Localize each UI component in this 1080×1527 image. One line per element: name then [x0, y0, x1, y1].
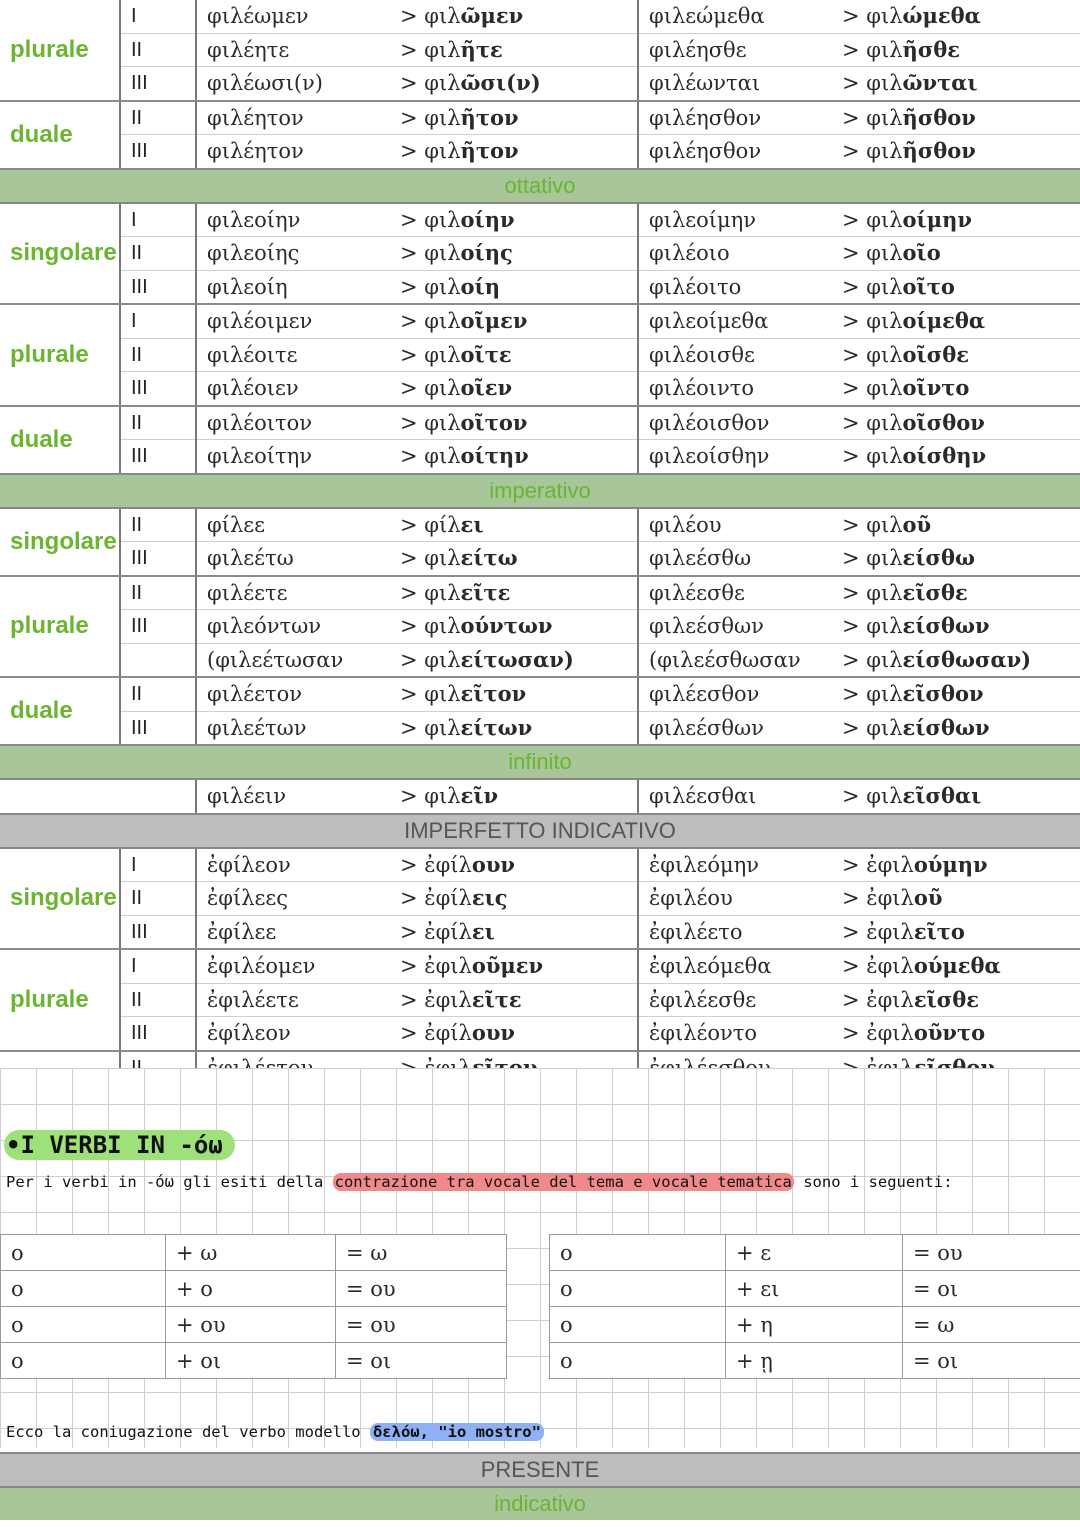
table-row: ο + ω = ω — [1, 1235, 507, 1271]
table-row — [0, 848, 1080, 882]
person-number: II — [120, 237, 196, 271]
highlighted-text: contrazione tra vocale del tema e vocale tematica — [334, 1173, 792, 1191]
uncontracted-form: ἐφιλέετε — [196, 983, 390, 1017]
uncontracted-form: φιλεώμεθα — [638, 0, 832, 33]
contracted-form: > φιλεῖσθε — [832, 576, 1080, 610]
uncontracted-form: (φιλεέτωσαν — [196, 643, 390, 677]
section-band-presente: PRESENTE — [0, 1452, 1080, 1486]
contracted-form: > φιλοῦ — [832, 508, 1080, 542]
contracted-form: > φιλείτω — [390, 542, 638, 576]
section-band-ottativo: ottativo — [0, 169, 1080, 203]
contracted-form: > φιλεῖν — [390, 779, 638, 814]
group-label: plurale — [0, 304, 120, 406]
person-number: I — [120, 304, 196, 338]
uncontracted-form: φιλεέτω — [196, 542, 390, 576]
contraction-table-right — [549, 1234, 1080, 1379]
uncontracted-form: φιλέωμεν — [196, 0, 390, 33]
table-row — [0, 203, 1080, 237]
uncontracted-form: φιλέεσθαι — [638, 779, 832, 814]
person-number: II — [120, 406, 196, 440]
person-number: II — [120, 983, 196, 1017]
uncontracted-form: φιλέεσθον — [638, 677, 832, 711]
contracted-form: > φιλῆτον — [390, 101, 638, 135]
uncontracted-form: φιλέωσι(ν) — [196, 67, 390, 101]
uncontracted-form: φιλέητε — [196, 33, 390, 67]
table-row — [0, 508, 1080, 542]
contracted-form: > φιλοῖτον — [390, 406, 638, 440]
uncontracted-form: ἐφιλέετο — [638, 915, 832, 949]
contracted-form: > ἐφίλουν — [390, 848, 638, 882]
uncontracted-form: ἐφιλεόμεθα — [638, 949, 832, 983]
uncontracted-form: φιλεοίσθην — [638, 440, 832, 474]
table-row — [0, 338, 1080, 372]
table-row — [0, 882, 1080, 916]
table-row — [0, 711, 1080, 745]
contracted-form: > φιλῶμεν — [390, 0, 638, 33]
contracted-form: > φιλοῖτε — [390, 338, 638, 372]
contracted-form: > φιλοίσθην — [832, 440, 1080, 474]
uncontracted-form: φιλέωνται — [638, 67, 832, 101]
person-number: II — [120, 882, 196, 916]
contracted-form: > φιλοίμην — [832, 203, 1080, 237]
uncontracted-form: φιλέησθε — [638, 33, 832, 67]
table-row — [0, 643, 1080, 677]
contracted-form: > φιλοῖεν — [390, 372, 638, 406]
person-number: II — [120, 101, 196, 135]
table-row — [0, 779, 1080, 814]
uncontracted-form: φιλέοιο — [638, 237, 832, 271]
contracted-form: > ἐφιλούμην — [832, 848, 1080, 882]
person-number: I — [120, 203, 196, 237]
uncontracted-form: φιλέετον — [196, 677, 390, 711]
uncontracted-form: φιλεοίτην — [196, 440, 390, 474]
uncontracted-form: φιλεέσθων — [638, 711, 832, 745]
group-label: plurale — [0, 576, 120, 678]
table-row: ο + η = ω — [550, 1307, 1080, 1343]
contracted-form: > φιλώμεθα — [832, 0, 1080, 33]
contracted-form: > φιλεῖσθον — [832, 677, 1080, 711]
model-verb-text: Ecco la coniugazione del verbo modello δελόω, "io mostro" — [6, 1423, 544, 1441]
contracted-form: > φιλείτωσαν) — [390, 643, 638, 677]
footer-bands — [0, 1452, 1080, 1520]
group-label: singolare — [0, 848, 120, 950]
table-row: ο + οι = οι — [1, 1343, 507, 1379]
uncontracted-form: φιλέοισθον — [638, 406, 832, 440]
person-number: III — [120, 372, 196, 406]
uncontracted-form: φιλεοίη — [196, 270, 390, 304]
intro-text: Per i verbi in -όω gli esiti della contrazione tra vocale del tema e vocale tematica sono i seguenti: — [6, 1173, 953, 1191]
contracted-form: > φιλούντων — [390, 610, 638, 644]
uncontracted-form: ἐφίλεον — [196, 1017, 390, 1051]
person-number: III — [120, 67, 196, 101]
contracted-form: > φιλῆσθε — [832, 33, 1080, 67]
section-band-imperfetto: IMPERFETTO INDICATIVO — [0, 814, 1080, 848]
uncontracted-form: (φιλεέσθωσαν — [638, 643, 832, 677]
contracted-form: > φιλοῖο — [832, 237, 1080, 271]
table-row — [0, 406, 1080, 440]
contracted-form: > ἐφιλοῦμεν — [390, 949, 638, 983]
person-number — [120, 643, 196, 677]
person-number: II — [120, 33, 196, 67]
person-number: III — [120, 270, 196, 304]
table-row — [0, 237, 1080, 271]
person-number: III — [120, 440, 196, 474]
uncontracted-form: φιλεοίην — [196, 203, 390, 237]
person-number: I — [120, 0, 196, 33]
person-number: III — [120, 711, 196, 745]
contracted-form: > φιλοίη — [390, 270, 638, 304]
group-label: singolare — [0, 203, 120, 305]
contracted-form: > φιλῆσθον — [832, 101, 1080, 135]
table-row — [0, 135, 1080, 169]
person-number: III — [120, 135, 196, 169]
contracted-form: > ἐφίλεις — [390, 882, 638, 916]
group-label: plurale — [0, 949, 120, 1051]
person-number: III — [120, 542, 196, 576]
person-number: III — [120, 915, 196, 949]
contracted-form: > φιλεῖσθαι — [832, 779, 1080, 814]
contracted-form: > φιλοῖσθε — [832, 338, 1080, 372]
uncontracted-form: φιλεόντων — [196, 610, 390, 644]
person-number: II — [120, 576, 196, 610]
contracted-form: > φιλείτων — [390, 711, 638, 745]
table-row: ο + ου = ου — [1, 1307, 507, 1343]
section-band-imperativo: imperativo — [0, 474, 1080, 508]
person-number: III — [120, 1017, 196, 1051]
uncontracted-form: φιλέου — [638, 508, 832, 542]
group-label: plurale — [0, 0, 120, 101]
uncontracted-form: φιλέοιτε — [196, 338, 390, 372]
table-row — [0, 0, 1080, 33]
person-number: II — [120, 508, 196, 542]
uncontracted-form: φιλέησθον — [638, 135, 832, 169]
table-row — [0, 983, 1080, 1017]
contracted-form: > φιλοῖντο — [832, 372, 1080, 406]
uncontracted-form: ἐφιλέεσθε — [638, 983, 832, 1017]
contracted-form: > ἐφιλούμεθα — [832, 949, 1080, 983]
contracted-form: > φιλῆτε — [390, 33, 638, 67]
table-row: ο + ο = ου — [1, 1271, 507, 1307]
contracted-form: > ἐφίλουν — [390, 1017, 638, 1051]
uncontracted-form: ἐφιλέομεν — [196, 949, 390, 983]
person-number: III — [120, 610, 196, 644]
uncontracted-form: φιλεοίμεθα — [638, 304, 832, 338]
uncontracted-form: φιλέητον — [196, 135, 390, 169]
contracted-form: > φιλοίης — [390, 237, 638, 271]
uncontracted-form: φιλέητον — [196, 101, 390, 135]
table-row — [0, 677, 1080, 711]
highlighted-text: δελόω, "io mostro" — [370, 1423, 544, 1441]
contracted-form: > ἐφιλεῖτο — [832, 915, 1080, 949]
table-row — [0, 440, 1080, 474]
table-row — [0, 949, 1080, 983]
contracted-form: > ἐφιλεῖτε — [390, 983, 638, 1017]
uncontracted-form: ἐφίλεε — [196, 915, 390, 949]
table-row: ο + ει = οι — [550, 1271, 1080, 1307]
person-number: II — [120, 338, 196, 372]
table-row — [0, 1017, 1080, 1051]
uncontracted-form: φίλεε — [196, 508, 390, 542]
contracted-form: > φιλείσθωσαν) — [832, 643, 1080, 677]
contracted-form: > φιλῆτον — [390, 135, 638, 169]
contracted-form: > φίλει — [390, 508, 638, 542]
contraction-table-left — [0, 1234, 507, 1379]
section-band-indicativo: indicativo — [0, 1486, 1080, 1520]
uncontracted-form: φιλέεσθε — [638, 576, 832, 610]
contracted-form: > φιλοῖμεν — [390, 304, 638, 338]
table-row — [0, 542, 1080, 576]
person-number: I — [120, 848, 196, 882]
table-row — [0, 304, 1080, 338]
table-row — [0, 372, 1080, 406]
table-row — [0, 270, 1080, 304]
uncontracted-form: φιλέοισθε — [638, 338, 832, 372]
table-row: ο + ῃ = οι — [550, 1343, 1080, 1379]
uncontracted-form: φιλέετε — [196, 576, 390, 610]
contracted-form: > φιλῶσι(ν) — [390, 67, 638, 101]
uncontracted-form: ἐφιλεόμην — [638, 848, 832, 882]
table-row — [0, 67, 1080, 101]
contracted-form: > φιλοίην — [390, 203, 638, 237]
contracted-form: > φιλοῖτο — [832, 270, 1080, 304]
uncontracted-form: φιλέοιντο — [638, 372, 832, 406]
table-row — [0, 915, 1080, 949]
uncontracted-form: φιλέοιτο — [638, 270, 832, 304]
contracted-form: > ἐφιλοῦ — [832, 882, 1080, 916]
table-row — [0, 576, 1080, 610]
grid-notes-section — [0, 1068, 1080, 1448]
uncontracted-form: ἐφίλεον — [196, 848, 390, 882]
group-label: duale — [0, 677, 120, 745]
contracted-form: > φιλῆσθον — [832, 135, 1080, 169]
uncontracted-form: ἐφίλεες — [196, 882, 390, 916]
section-band-infinito: infinito — [0, 745, 1080, 779]
table-row — [0, 33, 1080, 67]
contracted-form: > φιλείσθων — [832, 711, 1080, 745]
contracted-form: > φιλοίτην — [390, 440, 638, 474]
contracted-form: > φιλῶνται — [832, 67, 1080, 101]
uncontracted-form: φιλεοίης — [196, 237, 390, 271]
person-number: II — [120, 677, 196, 711]
uncontracted-form: φιλέοιμεν — [196, 304, 390, 338]
contracted-form: > φιλείσθων — [832, 610, 1080, 644]
contracted-form: > ἐφιλοῦντο — [832, 1017, 1080, 1051]
group-label: singolare — [0, 508, 120, 576]
contracted-form: > φιλεῖτε — [390, 576, 638, 610]
table-row — [0, 101, 1080, 135]
uncontracted-form: φιλέοιτον — [196, 406, 390, 440]
table-row: ο + ε = ου — [550, 1235, 1080, 1271]
uncontracted-form: φιλεέσθων — [638, 610, 832, 644]
table-row — [0, 610, 1080, 644]
uncontracted-form: ἐφιλέοντο — [638, 1017, 832, 1051]
contracted-form: > ἐφίλει — [390, 915, 638, 949]
uncontracted-form: φιλεέτων — [196, 711, 390, 745]
contracted-form: > φιλεῖτον — [390, 677, 638, 711]
uncontracted-form: φιλέησθον — [638, 101, 832, 135]
uncontracted-form: φιλέειν — [196, 779, 390, 814]
contracted-form: > ἐφιλεῖσθε — [832, 983, 1080, 1017]
person-number: I — [120, 949, 196, 983]
uncontracted-form: ἐφιλέου — [638, 882, 832, 916]
group-label: duale — [0, 406, 120, 474]
uncontracted-form: φιλεέσθω — [638, 542, 832, 576]
uncontracted-form: φιλεοίμην — [638, 203, 832, 237]
section-heading: •I VERBI IN -όω — [4, 1130, 235, 1160]
contracted-form: > φιλείσθω — [832, 542, 1080, 576]
group-label: duale — [0, 101, 120, 169]
contracted-form: > φιλοῖσθον — [832, 406, 1080, 440]
uncontracted-form: φιλέοιεν — [196, 372, 390, 406]
contracted-form: > φιλοίμεθα — [832, 304, 1080, 338]
